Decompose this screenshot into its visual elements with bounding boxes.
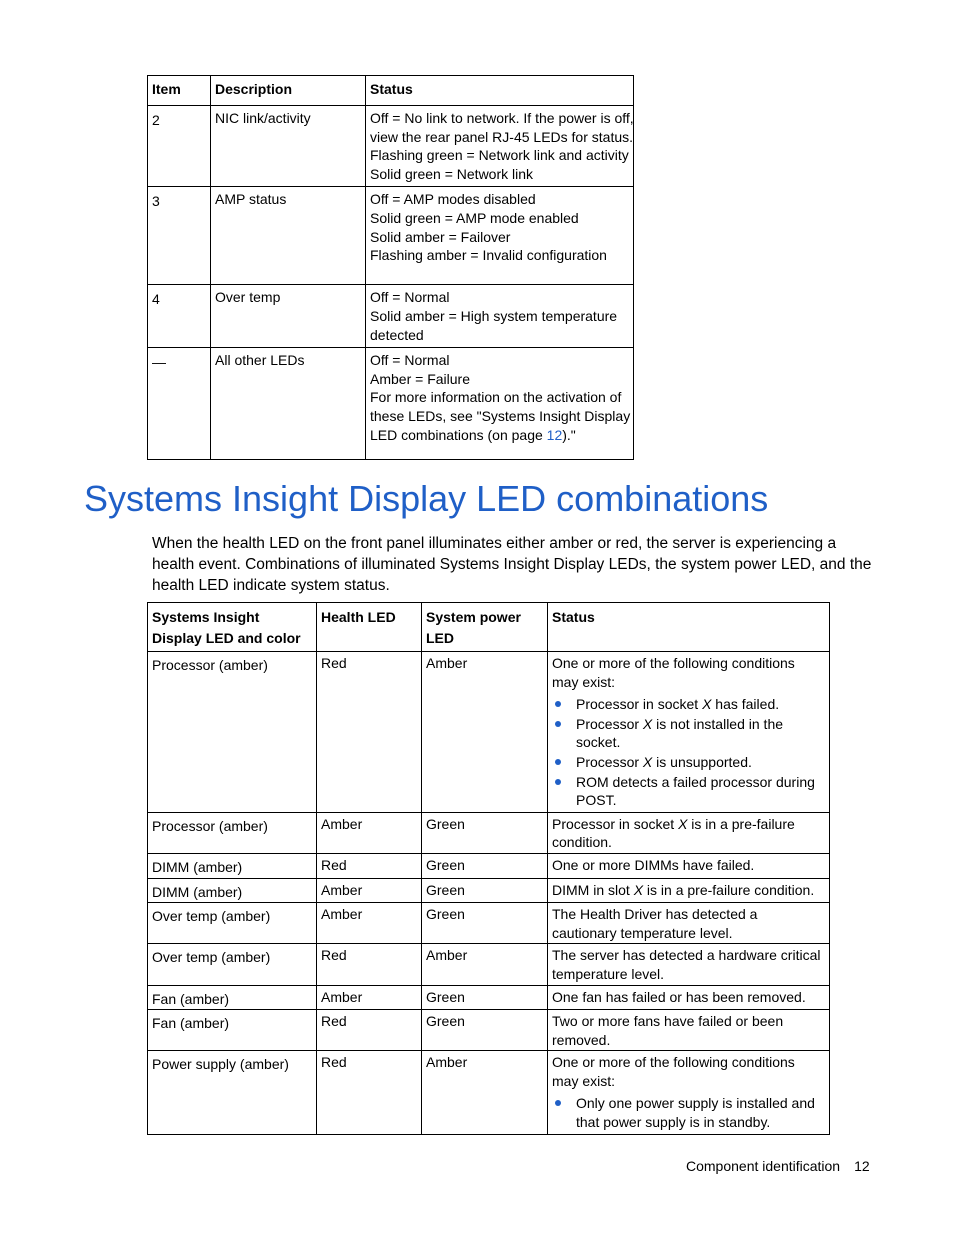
column-header: Item <box>148 76 211 106</box>
status-line: Off = Normal <box>370 352 450 369</box>
status-cell: DIMM in slot X is in a pre-failure condition. <box>548 878 830 903</box>
status-cell: The server has detected a hardware critical temperature level. <box>548 944 830 985</box>
status-cell: Processor in socket X is in a pre-failure condition. <box>548 812 830 853</box>
status-cell: Two or more fans have failed or been removed. <box>548 1010 830 1051</box>
status-line: view the rear panel RJ-45 LEDs for status. <box>370 128 634 145</box>
health-cell: Amber <box>317 985 422 1010</box>
table-row <box>148 187 634 285</box>
status-line: these LEDs, see "Systems Insight Display <box>370 407 631 424</box>
status-line: Solid green = AMP mode enabled <box>370 209 579 226</box>
status-cell <box>548 652 830 813</box>
status-cell <box>366 187 634 285</box>
bullet-icon <box>555 759 561 765</box>
sid-cell: Over temp (amber) <box>148 944 317 985</box>
table-row <box>148 106 634 187</box>
bullet-icon <box>555 721 561 727</box>
item-cell <box>148 106 211 187</box>
table-row <box>148 348 634 460</box>
sid-cell: Processor (amber) <box>148 652 317 813</box>
condition-list <box>552 695 825 810</box>
column-header: Health LED <box>317 603 422 652</box>
power-cell: Green <box>422 812 548 853</box>
table-header-row <box>148 603 830 652</box>
status-line: Amber = Failure <box>370 370 470 387</box>
health-cell: Red <box>317 652 422 813</box>
item-number: 3 <box>152 193 160 210</box>
page-footer <box>686 1158 870 1174</box>
table-row <box>148 903 830 944</box>
item-number: 2 <box>152 112 160 128</box>
status-line: Flashing amber = Invalid configuration <box>370 247 607 264</box>
description-cell: All other LEDs <box>211 348 366 460</box>
status-text: )." <box>562 426 576 443</box>
table-row <box>148 878 830 903</box>
status-line: Solid amber = High system temperature <box>370 307 618 324</box>
sid-cell: DIMM (amber) <box>148 878 317 903</box>
bullet-icon <box>555 1100 561 1106</box>
list-item: Processor in socket X has failed. <box>552 695 825 714</box>
health-cell: Amber <box>317 812 422 853</box>
status-cell <box>548 1051 830 1134</box>
status-line: Flashing green = Network link and activity <box>370 147 629 164</box>
status-cell: One fan has failed or has been removed. <box>548 985 830 1010</box>
intro-paragraph: When the health LED on the front panel illuminates either amber or red, the server is experiencing a health event. Combinations of illuminated Systems Insight Display LEDs, the system power LED, and the health LED indicate system status. <box>152 535 872 594</box>
health-cell: Red <box>317 853 422 878</box>
table-row <box>148 944 830 985</box>
sid-cell: Over temp (amber) <box>148 903 317 944</box>
item-cell <box>148 187 211 285</box>
description-cell: AMP status <box>211 187 366 285</box>
power-cell: Green <box>422 985 548 1010</box>
status-line <box>370 426 629 445</box>
status-line: detected <box>370 326 424 343</box>
column-header: Status <box>548 603 830 652</box>
status-text: LED combinations (on page <box>370 426 547 443</box>
status-line: For more information on the activation of <box>370 389 622 406</box>
table-row <box>148 812 830 853</box>
sid-cell: DIMM (amber) <box>148 853 317 878</box>
page-number: 12 <box>854 1158 870 1174</box>
health-cell: Red <box>317 1010 422 1051</box>
table-row <box>148 985 830 1010</box>
list-item: ROM detects a failed processor during POST. <box>552 773 825 810</box>
column-header: System power LED <box>422 603 548 652</box>
status-cell: One or more DIMMs have failed. <box>548 853 830 878</box>
table-row <box>148 1051 830 1134</box>
status-line: Off = Normal <box>370 289 450 306</box>
description-cell: Over temp <box>211 285 366 348</box>
power-cell: Amber <box>422 1051 548 1134</box>
power-cell: Amber <box>422 944 548 985</box>
table-row <box>148 853 830 878</box>
list-item: Processor X is not installed in the socket. <box>552 715 825 752</box>
sid-cell: Fan (amber) <box>148 985 317 1010</box>
bullet-icon <box>555 701 561 707</box>
sid-cell: Fan (amber) <box>148 1010 317 1051</box>
condition-list <box>552 1094 825 1131</box>
health-cell: Red <box>317 1051 422 1134</box>
list-item: Processor X is unsupported. <box>552 753 825 772</box>
power-cell: Green <box>422 878 548 903</box>
section-heading: Systems Insight Display LED combinations <box>84 478 769 519</box>
bullet-icon <box>555 779 561 785</box>
health-cell: Amber <box>317 878 422 903</box>
table-row <box>148 652 830 813</box>
led-status-table <box>147 75 634 460</box>
sid-cell: Power supply (amber) <box>148 1051 317 1134</box>
led-combinations-table <box>147 602 830 1135</box>
status-text: One or more of the following conditions may exist: <box>552 655 795 690</box>
power-cell: Amber <box>422 652 548 813</box>
description-cell: NIC link/activity <box>211 106 366 187</box>
status-line: Solid amber = Failover <box>370 228 511 245</box>
power-cell: Green <box>422 853 548 878</box>
status-cell: The Health Driver has detected a cautionary temperature level. <box>548 903 830 944</box>
table-header-row <box>148 76 634 106</box>
item-number: — <box>152 354 166 371</box>
list-item: Only one power supply is installed and that power supply is in standby. <box>552 1094 825 1131</box>
status-line: Off = No link to network. If the power is off, <box>370 110 634 126</box>
footer-section-title: Component identification <box>686 1158 841 1174</box>
status-line: Solid green = Network link <box>370 165 534 182</box>
power-cell: Green <box>422 903 548 944</box>
sid-cell: Processor (amber) <box>148 812 317 853</box>
table-row <box>148 1010 830 1051</box>
table-row <box>148 285 634 348</box>
item-number: 4 <box>152 291 160 308</box>
column-header: Status <box>366 76 634 106</box>
status-cell <box>366 285 634 348</box>
status-cell <box>366 348 634 460</box>
status-cell <box>366 106 634 187</box>
power-cell: Green <box>422 1010 548 1051</box>
column-header: Systems Insight Display LED and color <box>148 603 317 652</box>
status-text: One or more of the following conditions may exist: <box>552 1054 795 1089</box>
item-cell <box>148 285 211 348</box>
status-line: Off = AMP modes disabled <box>370 191 536 208</box>
page-link[interactable]: 12 <box>546 426 563 443</box>
health-cell: Red <box>317 944 422 985</box>
item-cell <box>148 348 211 460</box>
health-cell: Amber <box>317 903 422 944</box>
column-header: Description <box>211 76 366 106</box>
